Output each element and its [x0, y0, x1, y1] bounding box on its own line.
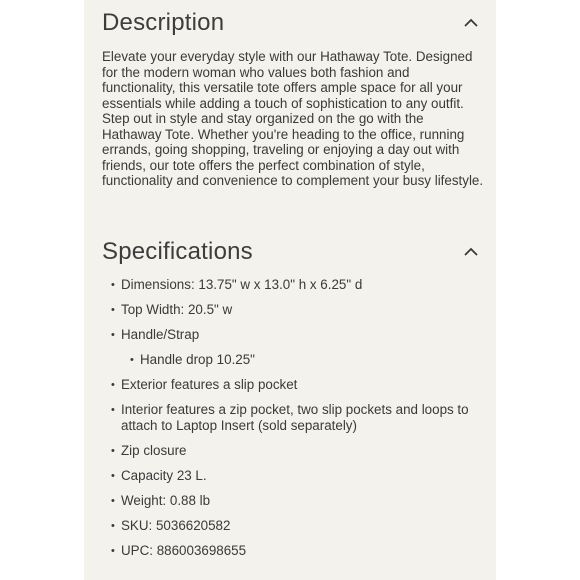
spec-text: UPC: 886003698655	[121, 543, 247, 558]
spec-text: Exterior features a slip pocket	[121, 377, 298, 392]
bullet-icon: •	[111, 470, 115, 482]
product-details-panel	[84, 0, 496, 580]
bullet-icon: •	[111, 545, 115, 557]
bullet-icon: •	[111, 304, 115, 316]
description-body	[102, 49, 486, 189]
description-paragraph: Step out in style and stay organized on the go with the Hathaway Tote. Whether you're heading to the office, running errands, going shopping, traveling or enjoying a day out with friends, our tote offers the perfect combination of style, functionality and convenience to complement your busy lifestyle.	[102, 111, 484, 188]
description-title: Description	[102, 9, 225, 36]
spec-text: Weight: 0.88 lb	[121, 493, 211, 508]
spec-item-top-width	[84, 302, 496, 318]
specifications-title: Specifications	[102, 238, 253, 265]
spec-item-handle-strap	[84, 327, 496, 343]
spec-text: SKU: 5036620582	[121, 518, 231, 533]
spec-item-interior	[84, 402, 496, 434]
spec-text: Handle/Strap	[121, 327, 200, 342]
chevron-up-icon[interactable]	[462, 243, 480, 261]
specifications-list	[84, 277, 496, 568]
chevron-up-icon[interactable]	[462, 14, 480, 32]
bullet-icon: •	[130, 354, 134, 366]
spec-subitem-handle-drop	[84, 352, 496, 368]
bullet-icon: •	[111, 279, 115, 291]
spec-text: Zip closure	[121, 443, 187, 458]
spec-item-closure	[84, 443, 496, 459]
bullet-icon: •	[111, 495, 115, 507]
spec-item-upc	[84, 543, 496, 559]
bullet-icon: •	[111, 445, 115, 457]
description-paragraph: Elevate your everyday style with our Hathaway Tote. Designed for the modern woman who values both fashion and functionality, this versatile tote offers ample space for all your essentials while adding a touch of sophistication to any outfit.	[102, 49, 473, 111]
specifications-header[interactable]	[102, 238, 480, 266]
spec-text: Dimensions: 13.75" w x 13.0" h x 6.25" d	[121, 277, 363, 292]
spec-item-dimensions	[84, 277, 496, 293]
bullet-icon: •	[111, 404, 115, 416]
spec-item-weight	[84, 493, 496, 509]
description-header[interactable]	[102, 9, 480, 37]
bullet-icon: •	[111, 520, 115, 532]
spec-item-exterior	[84, 377, 496, 393]
bullet-icon: •	[111, 329, 115, 341]
spec-text: Interior features a zip pocket, two slip pockets and loops to attach to Laptop Insert (sold separately)	[121, 402, 469, 433]
spec-item-sku	[84, 518, 496, 534]
spec-text: Capacity 23 L.	[121, 468, 207, 483]
spec-text: Top Width: 20.5" w	[121, 302, 233, 317]
spec-text: Handle drop 10.25"	[140, 352, 255, 367]
spec-item-capacity	[84, 468, 496, 484]
bullet-icon: •	[111, 379, 115, 391]
